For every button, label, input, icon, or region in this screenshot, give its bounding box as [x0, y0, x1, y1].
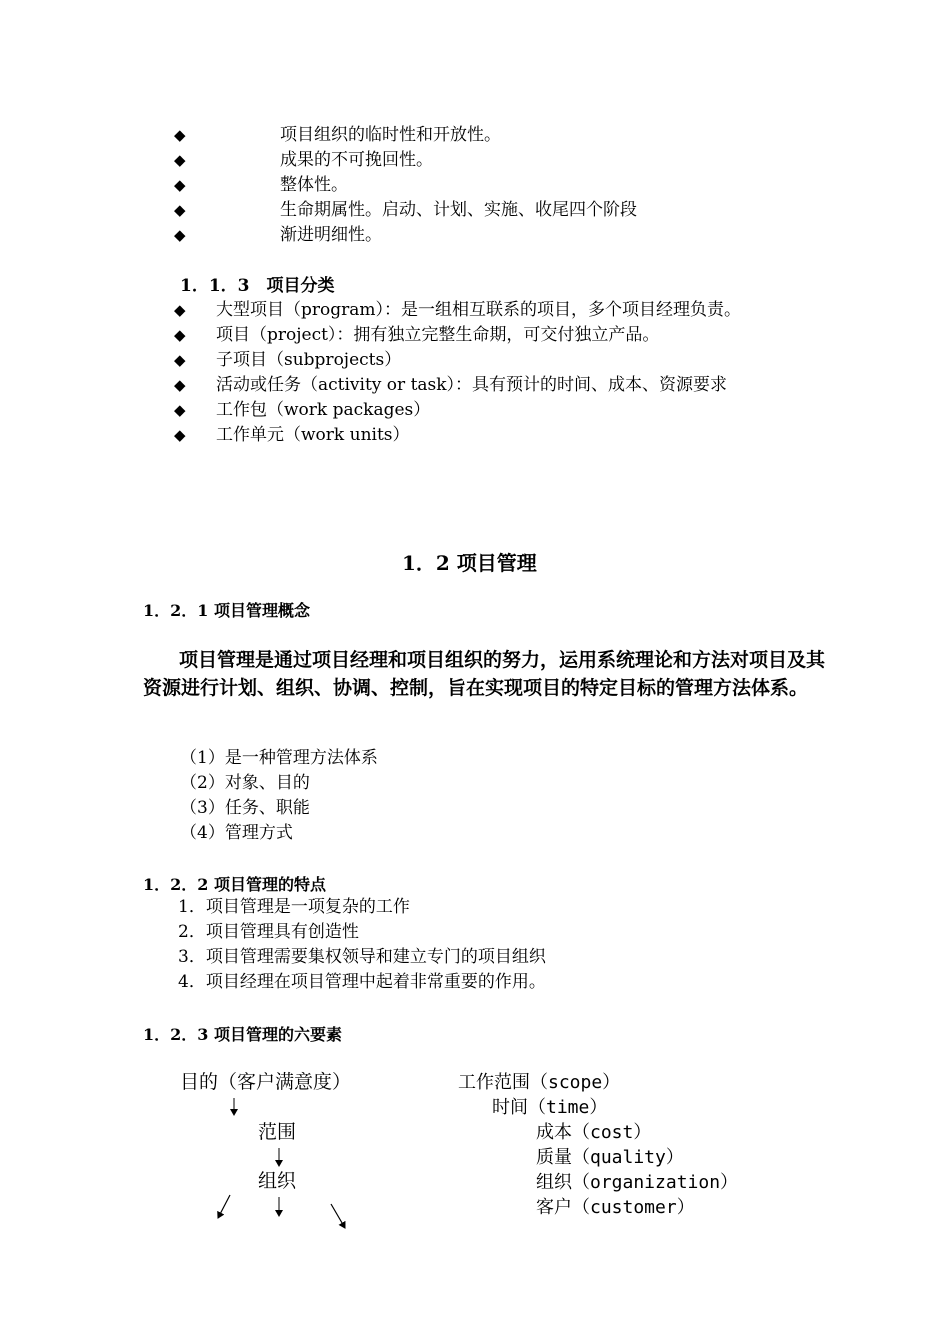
bullet-icon: ◆	[174, 351, 186, 369]
list-item: 3．项目管理需要集权领导和建立专门的项目组织	[178, 947, 546, 967]
bullet-icon: ◆	[174, 126, 186, 144]
list-item: 生命期属性。启动、计划、实施、收尾四个阶段	[280, 200, 637, 220]
bullet-icon: ◆	[174, 226, 186, 244]
list-item: 整体性。	[280, 175, 348, 195]
list-item: 4．项目经理在项目管理中起着非常重要的作用。	[178, 972, 546, 992]
list-item: 2．项目管理具有创造性	[178, 922, 359, 942]
list-item: 项目组织的临时性和开放性。	[280, 125, 501, 145]
bullet-icon: ◆	[174, 301, 186, 319]
bullet-icon: ◆	[174, 401, 186, 419]
section-122-heading: 1．2．2 项目管理的特点	[143, 875, 326, 894]
element-customer: 客户（customer）	[536, 1197, 695, 1218]
list-item: 工作单元（work units）	[216, 425, 410, 445]
section-123-heading: 1．2．3 项目管理的六要素	[143, 1025, 342, 1044]
list-item: 成果的不可挽回性。	[280, 150, 433, 170]
arrow-down-right-icon	[331, 1204, 345, 1228]
element-quality: 质量（quality）	[536, 1147, 684, 1168]
list-item: （4）管理方式	[180, 823, 293, 843]
flow-organization: 组织	[258, 1170, 297, 1192]
element-cost: 成本（cost）	[536, 1122, 652, 1143]
list-item: 子项目（subprojects）	[216, 350, 402, 370]
bullet-icon: ◆	[174, 176, 186, 194]
flow-scope: 范围	[258, 1121, 297, 1143]
bullet-icon: ◆	[174, 426, 186, 444]
bullet-icon: ◆	[174, 376, 186, 394]
list-item: 项目（project）：拥有独立完整生命期，可交付独立产品。	[216, 325, 660, 345]
bullet-icon: ◆	[174, 151, 186, 169]
list-item: 工作包（work packages）	[216, 400, 431, 420]
list-item: 1．项目管理是一项复杂的工作	[178, 897, 410, 917]
list-item: 活动或任务（activity or task）：具有预计的时间、成本、资源要求	[216, 375, 728, 395]
list-item: 渐进明细性。	[280, 225, 382, 245]
section-121-heading: 1．2．1 项目管理概念	[143, 601, 310, 620]
element-time: 时间（time）	[492, 1097, 608, 1118]
list-item: （3）任务、职能	[180, 798, 310, 818]
arrow-down-left-icon	[218, 1195, 230, 1218]
section-113-heading: 1．1．3 项目分类	[180, 276, 335, 296]
section-12-heading: 1．2 项目管理	[402, 551, 537, 575]
list-item: （1）是一种管理方法体系	[180, 748, 378, 768]
bullet-icon: ◆	[174, 326, 186, 344]
flow-goal: 目的（客户满意度）	[180, 1071, 352, 1093]
list-item: （2）对象、目的	[180, 773, 310, 793]
list-item: 大型项目（program）：是一组相互联系的项目，多个项目经理负责。	[216, 300, 742, 320]
bullet-icon: ◆	[174, 201, 186, 219]
element-scope: 工作范围（scope）	[458, 1072, 621, 1093]
element-organization: 组织（organization）	[536, 1172, 739, 1193]
definition-paragraph: 项目管理是通过项目经理和项目组织的努力，运用系统理论和方法对项目及其资源进行计划、组织、协调、控制，旨在实现项目的特定目标的管理方法体系。	[143, 649, 826, 699]
